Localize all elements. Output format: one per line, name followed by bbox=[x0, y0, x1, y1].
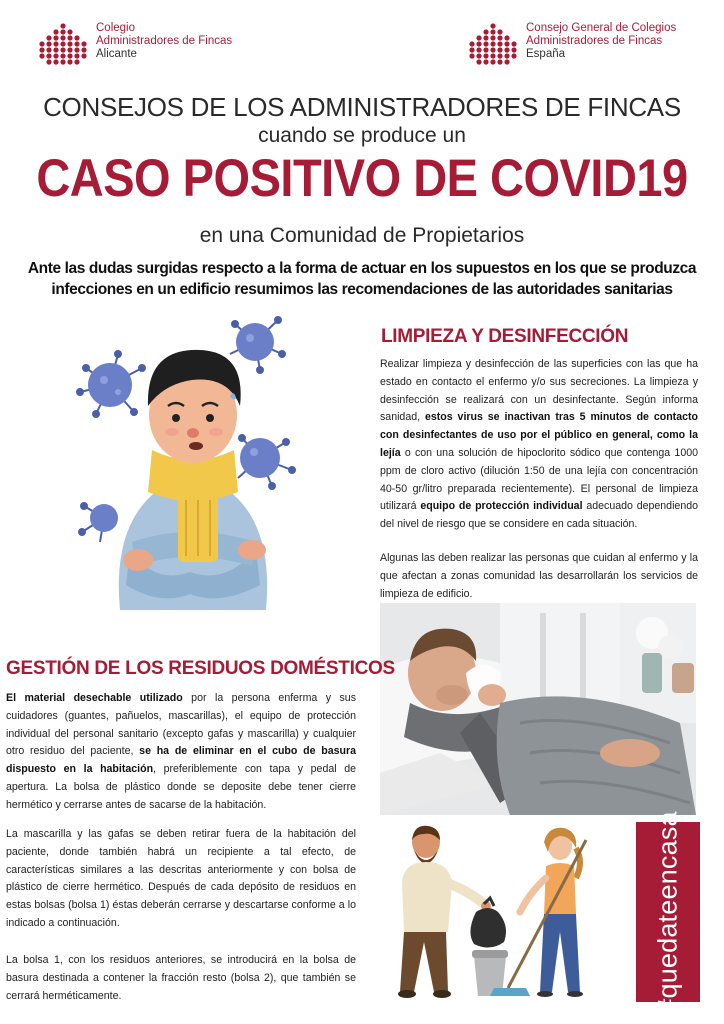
residuos-p1-text-d: , preferiblemente con tapa y pedal de apertura. La bolsa de plástico donde se deposite debe tener cierre hermético y cerrarse antes de sacarse de la habitación. bbox=[6, 763, 356, 811]
logo-right-line2: Administradores de Fincas bbox=[526, 35, 663, 47]
hashtag-banner bbox=[636, 810, 700, 1014]
dot-grid-logo-icon bbox=[36, 22, 90, 68]
residuos-p1-bold-a: El material desechable utilizado bbox=[6, 692, 183, 704]
logo-consejo-general bbox=[466, 22, 676, 68]
header-line-2: cuando se produce un bbox=[258, 124, 466, 147]
virus-icon bbox=[79, 503, 118, 542]
sick-man-virus-illustration bbox=[60, 310, 310, 620]
residuos-p1-text-b: por la persona enferma y sus cuidadores (guantes, pañuelos, mascarillas), el equipo de protección individual del personal sanitario (excepto gafas y mascarilla) y cualquier otro residuo del paciente, bbox=[6, 692, 356, 758]
virus-icon bbox=[230, 317, 285, 373]
limpieza-p1-text-e: adecuado dependiendo del nivel de riesgo que se considere en cada situación. bbox=[380, 500, 698, 531]
virus-icon bbox=[238, 435, 295, 489]
hashtag-text: #quedateencasa bbox=[652, 810, 683, 1014]
limpieza-paragraph-1 bbox=[380, 356, 698, 534]
header-line-3: en una Comunidad de Propietarios bbox=[199, 224, 525, 247]
section-title-residuos: GESTIÓN DE LOS RESIDUOS DOMÉSTICOS bbox=[6, 658, 395, 679]
section-title-limpieza: LIMPIEZA Y DESINFECCIÓN bbox=[381, 326, 629, 347]
logo-right-line1: Consejo General de Colegios bbox=[526, 22, 677, 34]
residuos-paragraph-3: La bolsa 1, con los residuos anteriores, se introducirá en la bolsa de basura destinada a contener la fracción resto (bolsa 2), que también se cerrará herméticamente. bbox=[6, 954, 356, 1002]
limpieza-p1-text-a: Realizar limpieza y desinfección de las superficies con las que ha estado en contacto el enfermo y/o sus secreciones. La limpieza y desinfección se realizará con un desinfectante. Según informa sanidad, bbox=[380, 358, 698, 424]
limpieza-p1-bold-d: equipo de protección individual bbox=[420, 500, 583, 513]
residuos-paragraph-1 bbox=[6, 690, 356, 815]
logo-right-line3: España bbox=[526, 48, 566, 60]
limpieza-p1-bold-b: estos virus se inactivan tras 5 minutos de contacto con desinfectantes de uso por el público en general, como la lejía bbox=[380, 411, 698, 459]
limpieza-paragraph-2: Algunas las deben realizar las personas que cuidan al enfermo y la que afectan a zonas comunidad las desarrollarán los servicios de limpieza de edificio. bbox=[380, 552, 698, 600]
logo-left-line1: Colegio bbox=[96, 22, 135, 34]
dot-grid-logo-icon bbox=[466, 22, 520, 68]
logo-left-line3: Alicante bbox=[96, 48, 137, 60]
residuos-p1-bold-c: se ha de eliminar en el cubo de basura dispuesto en la habitación bbox=[6, 745, 356, 776]
residuos-paragraph-2: La mascarilla y las gafas se deben retirar fuera de la habitación del paciente, donde también habrá un recipiente a tal efecto, de características similares a las descritas anteriormente y con bolsa de plástico de cierre hermético. Después de cada depósito de residuos en estas bolsas (bolsa 1) éstas deberán cerrarse y descartarse conforme a lo indicado a continuación. bbox=[6, 828, 356, 929]
logo-left-line2: Administradores de Fincas bbox=[96, 35, 233, 47]
sick-man-photo bbox=[380, 603, 696, 815]
people-cleaning-illustration bbox=[380, 822, 612, 1002]
intro-text: Ante las dudas surgidas respecto a la forma de actuar en los supuestos en los que se produzca infecciones en un edificio resumimos las recomendaciones de las autoridades sanitarias bbox=[27, 260, 697, 298]
header-line-1: CONSEJOS DE LOS ADMINISTRADORES DE FINCAS bbox=[43, 92, 681, 122]
logo-colegio-alicante bbox=[36, 22, 232, 68]
page-title: CASO POSITIVO DE COVID19 bbox=[36, 147, 688, 208]
virus-icon bbox=[77, 351, 145, 417]
limpieza-p1-text-c: o con una solución de hipoclorito sódico que contenga 1000 ppm de cloro activo (dilución 1:50 de una lejía con concentración 40-50 gr/litro preparada recientemente). El personal de limpieza utilizará bbox=[380, 446, 698, 513]
